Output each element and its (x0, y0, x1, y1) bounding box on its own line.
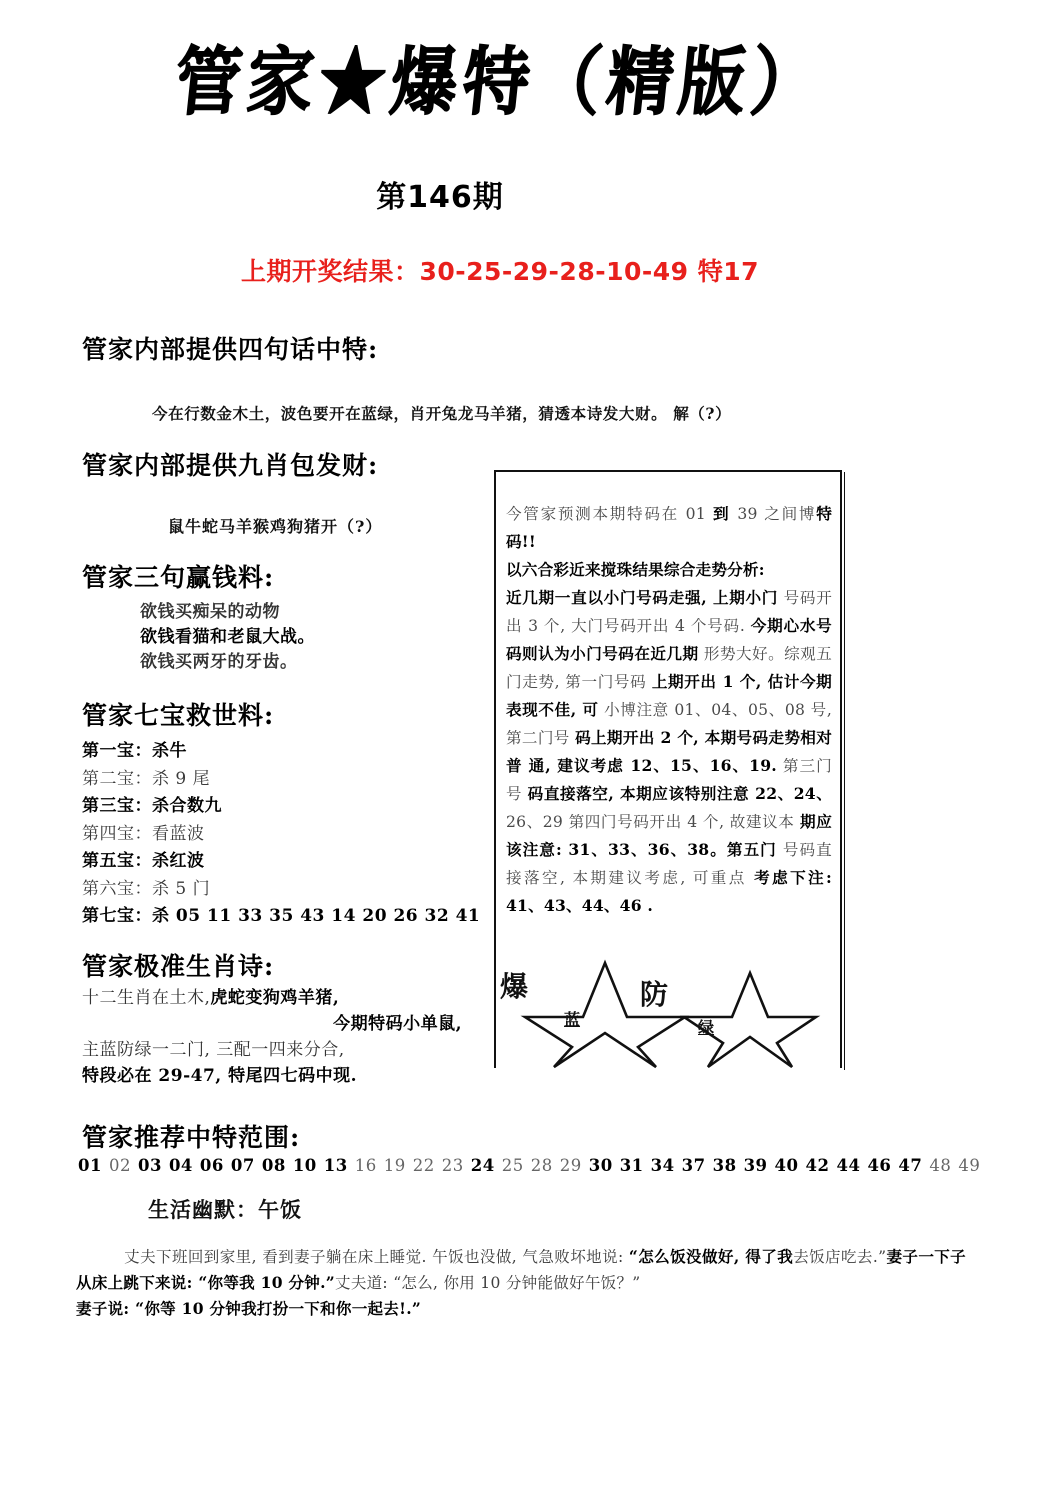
analysis-frag: 今管家预测本期特码在 (506, 505, 686, 523)
recommended-number: 48 (929, 1156, 952, 1175)
last-draw-result: 上期开奖结果：30-25-29-28-10-49 特17 (240, 257, 760, 286)
stars-svg (500, 955, 840, 1073)
recommended-number: 47 (898, 1156, 923, 1175)
zodiac-poem-line-2: 今期特码小单鼠, (333, 1014, 462, 1034)
humor-frag: 去饭店吃去.” (793, 1248, 887, 1266)
treasure-row: 第一宝：杀牛 (82, 741, 187, 761)
four-sentence-poem: 今在行数金木土，波色要开在蓝绿，肖开兔龙马羊猪，猜透本诗发大财。 解（?） (152, 404, 732, 423)
treasure-row: 第七宝：杀 05 11 33 35 43 14 20 26 32 41 (82, 906, 481, 926)
section-head-seven-treasures: 管家七宝救世料: (82, 701, 275, 730)
recommended-number: 30 (588, 1156, 613, 1175)
recommended-number: 03 (137, 1156, 162, 1175)
recommended-number: 10 (292, 1156, 317, 1175)
recommended-number: 22 (412, 1156, 435, 1175)
recommended-number: 23 (441, 1156, 464, 1175)
recommended-number: 13 (323, 1156, 348, 1175)
humor-frag: 丈夫道: (335, 1274, 394, 1292)
nine-zodiac-value: 鼠牛蛇马羊猴鸡狗猪开（?） (168, 517, 383, 536)
analysis-frag: 以六合彩近来搅珠结果综合走势分析: (506, 560, 765, 579)
three-line-item: 欲钱买痴呆的动物 (140, 602, 280, 622)
treasure-row: 第六宝：杀 5 门 (82, 878, 211, 899)
analysis-frag: 码上期开出 2 个, 本期号码走势相对普 (506, 728, 832, 775)
analysis-frag: 考虑下注: 41、43、44、46 . (506, 868, 832, 915)
recommended-number: 42 (805, 1156, 830, 1175)
star-inner-left: 蓝 (564, 1010, 581, 1029)
three-line-item: 欲钱买两牙的牙齿。 (140, 652, 298, 672)
page-title: 管家★爆特（精版） (170, 37, 828, 126)
treasure-row: 第二宝：杀 9 尾 (82, 768, 211, 789)
analysis-frag: 近几期一直以小门号码走强, 上期小门 (506, 588, 779, 607)
recommended-number: 49 (958, 1156, 981, 1175)
analysis-frag: 01 (685, 505, 706, 523)
analysis-frag: 小博注意 01、04、05、08 号, (604, 701, 832, 719)
humor-frag: “怎么, 你用 10 分钟能做好午饭？” (393, 1274, 641, 1292)
treasure-row: 第三宝：杀合数九 (82, 796, 222, 816)
analysis-frag: 26、29 第四门号码开出 4 个, 故建议本 (506, 813, 795, 831)
analysis-frag: 第三门号 (506, 757, 832, 803)
recommended-number: 28 (530, 1156, 553, 1175)
recommended-number: 01 (78, 1156, 102, 1175)
recommended-number: 25 (501, 1156, 524, 1175)
seven-treasures-list (82, 738, 480, 931)
section-head-nine-zodiac: 管家内部提供九肖包发财: (82, 451, 379, 480)
zodiac-poem-line-3: 主蓝防绿一二门, 三配一四来分合, (82, 1040, 345, 1060)
recommended-number: 04 (168, 1156, 193, 1175)
recommended-number: 24 (470, 1156, 495, 1175)
analysis-frag: 通, 建议考虑 12、15、16、19. (528, 756, 777, 775)
analysis-frag: 期应该注意: 31、33、36、38。第五门 (506, 812, 832, 859)
zodiac-poem-line-1: 十二生肖在土木,虎蛇变狗鸡羊猪, (82, 988, 340, 1008)
recommended-number: 34 (650, 1156, 675, 1175)
zodiac-poem-line-4: 特段必在 29-47, 特尾四七码中现. (82, 1066, 358, 1086)
analysis-frag: 特码!! (506, 504, 832, 551)
analysis-text (506, 500, 832, 920)
recommended-number: 06 (199, 1156, 224, 1175)
humor-frag: “你等我 10 分钟.” (198, 1273, 336, 1292)
section-head-zodiac-poem: 管家极准生肖诗: (82, 952, 275, 981)
three-line-item: 欲钱看猫和老鼠大战。 (140, 627, 315, 647)
recommended-number: 37 (681, 1156, 706, 1175)
recommended-number: 31 (619, 1156, 644, 1175)
analysis-frag: 形势大好。综观五门走势, 第一门号码 (506, 645, 832, 691)
humor-frag: 妻子一下子从床上跳下来说: (76, 1247, 966, 1292)
star-label-left: 爆 (500, 970, 529, 1003)
stars-area (500, 955, 840, 1073)
recommended-number: 08 (261, 1156, 286, 1175)
issue-number: 第146期 (376, 180, 504, 215)
star-label-right: 防 (640, 978, 669, 1011)
analysis-frag: 上期开出 1 个, 估计今期表现不佳, 可 (506, 672, 832, 719)
analysis-frag: 到 (705, 504, 738, 523)
recommended-number: 29 (559, 1156, 582, 1175)
humor-frag: 丈夫下班回到家里, 看到妻子躺在床上睡觉. 午饭也没做, 气急败坏地说: (124, 1248, 629, 1266)
recommended-number-range (78, 1156, 987, 1175)
recommended-number: 46 (867, 1156, 892, 1175)
analysis-frag: 今期心水号码则认为小门号码在近几期 (506, 616, 832, 663)
section-head-recommended-range: 管家推荐中特范围: (82, 1123, 301, 1152)
treasure-row: 第五宝：杀红波 (82, 851, 205, 871)
analysis-frag: 之间博 (757, 505, 817, 523)
treasure-row: 第四宝：看蓝波 (82, 823, 205, 844)
analysis-frag: 第二门号 (506, 729, 570, 747)
recommended-number: 44 (836, 1156, 861, 1175)
humor-body (76, 1244, 966, 1322)
recommended-number: 02 (108, 1156, 131, 1175)
star-inner-right: 绿 (698, 1018, 715, 1037)
analysis-frag: 39 (737, 505, 758, 523)
zodiac-poem-block (82, 985, 462, 1089)
section-head-three-lines: 管家三句赢钱料: (82, 563, 275, 592)
humor-frag: “怎么饭没做好, 得了我 (628, 1247, 794, 1266)
section-head-four-sentences: 管家内部提供四句话中特: (82, 335, 379, 364)
humor-frag: 妻子说: “你等 10 分钟我打扮一下和你一起去!.” (76, 1299, 422, 1318)
analysis-frag: 号码直接落空, 本期建议考虑, 可重点 (506, 841, 832, 887)
analysis-frag: 号码开出 3 个, 大门号码开出 4 个号码. (506, 589, 832, 635)
recommended-number: 38 (712, 1156, 737, 1175)
humor-heading: 生活幽默：午饭 (148, 1197, 302, 1222)
recommended-number: 16 (354, 1156, 377, 1175)
recommended-number: 40 (774, 1156, 799, 1175)
three-lines-list (140, 600, 315, 675)
recommended-number: 39 (743, 1156, 768, 1175)
recommended-number: 07 (230, 1156, 255, 1175)
recommended-number: 19 (383, 1156, 406, 1175)
analysis-frag: 码直接落空, 本期应该特别注意 22、24、 (527, 784, 832, 803)
